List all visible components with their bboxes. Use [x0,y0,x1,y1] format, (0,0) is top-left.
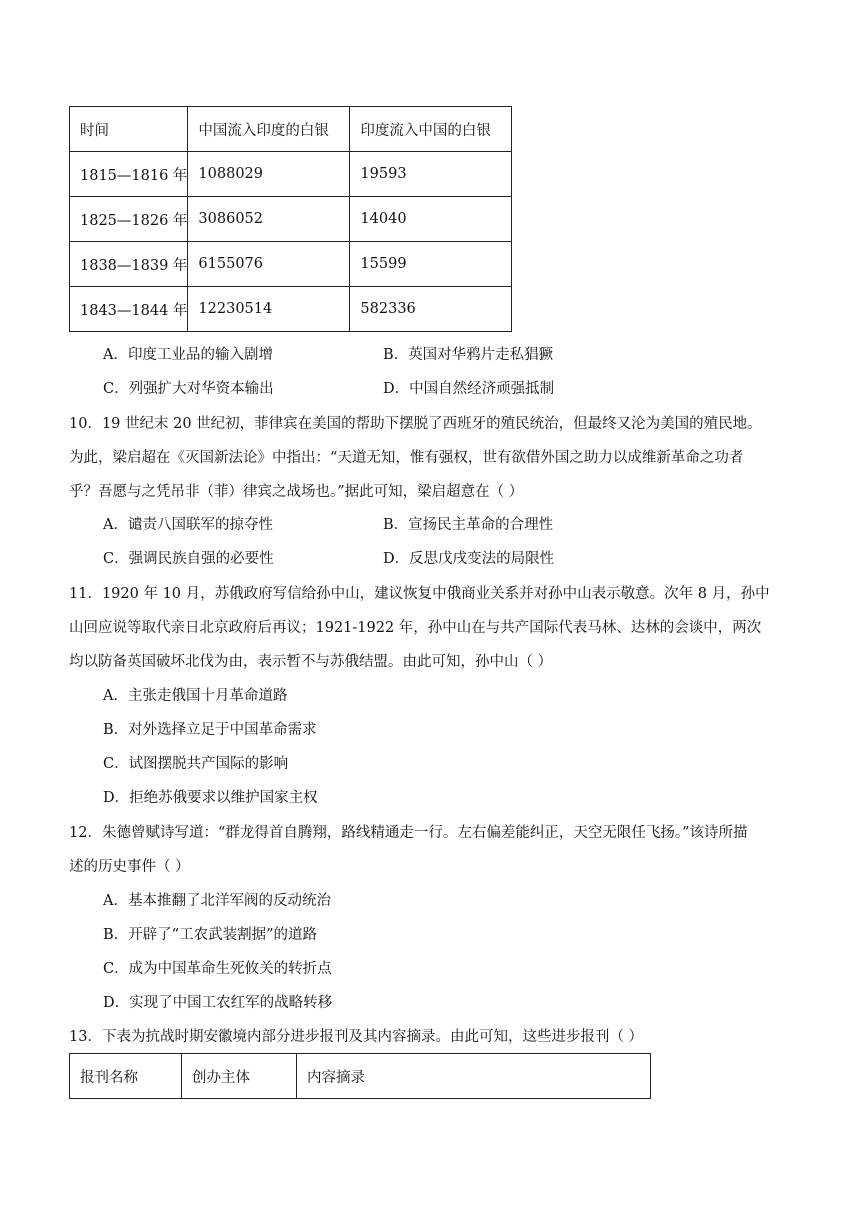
q12-stem-line-1: 12．朱德曾赋诗写道：“群龙得首自腾翔，路线精通走一行。左右偏差能纠正，天空无限任飞扬。”该诗所描 [69,825,748,841]
table-cell: 14040 [350,197,512,242]
q13-stem-line-1: 13．下表为抗战时期安徽境内部分进步报刊及其内容摘录。由此可知，这些进步报刊（ ） [69,1029,644,1045]
q12-option-d: D．实现了中国工农红军的战略转移 [103,995,333,1011]
table-header-cell: 中国流入印度的白银 [188,107,350,152]
q9-option-b: B．英国对华鸦片走私猖獗 [383,347,554,363]
table-header-row [70,1054,651,1099]
q10-option-b: B．宣扬民主革命的合理性 [383,517,554,533]
q11-stem-line-2: 山回应说等取代亲日北京政府后再议；1921-1922 年，孙中山在与共产国际代表马林、达林的会谈中，两次 [69,620,762,636]
table-row [70,242,512,287]
table-header-cell: 时间 [70,107,188,152]
table-cell: 3086052 [188,197,350,242]
table-cell: 1825—1826 年 [70,197,188,242]
q11-stem-line-1: 11．1920 年 10 月，苏俄政府写信给孙中山，建议恢复中俄商业关系并对孙中山表示敬意。次年 8 月，孙中 [69,586,770,602]
q10-stem-line-1: 10．19 世纪末 20 世纪初，菲律宾在美国的帮助下摆脱了西班牙的殖民统治，但最终又沦为美国的殖民地。 [69,416,762,432]
q11-stem-line-3: 均以防备英国破坏北伐为由，表示暂不与苏俄结盟。由此可知，孙中山（ ） [69,654,553,670]
q10-option-a: A．谴责八国联军的掠夺性 [103,517,273,533]
table-cell: 12230514 [188,287,350,332]
q9-option-c: C．列强扩大对华资本输出 [103,381,274,397]
table-row [70,287,512,332]
table-header-cell: 创办主体 [182,1054,297,1099]
table-header-cell: 印度流入中国的白银 [350,107,512,152]
q12-option-a: A．基本推翻了北洋军阀的反动统治 [103,893,331,909]
q11-option-c: C．试图摆脱共产国际的影响 [103,756,289,772]
table-cell: 1815—1816 年 [70,152,188,197]
table-row [70,197,512,242]
table-header-cell: 报刊名称 [70,1054,182,1099]
table-header-cell: 内容摘录 [297,1054,651,1099]
table-cell: 19593 [350,152,512,197]
q9-option-a: A．印度工业品的输入剧增 [103,347,273,363]
silver-flow-table [69,106,512,332]
table-header-row [70,107,512,152]
table-cell: 6155076 [188,242,350,287]
q10-stem-line-2: 为此，梁启超在《灭国新法论》中指出：“天道无知，惟有强权，世有欲借外国之助力以成维新革命之功者 [69,450,744,466]
q10-option-d: D．反思戊戌变法的局限性 [383,551,555,567]
table-cell: 582336 [350,287,512,332]
q9-option-d: D．中国自然经济顽强抵制 [383,381,555,397]
table-cell: 1088029 [188,152,350,197]
q11-option-a: A．主张走俄国十月革命道路 [103,688,288,704]
q12-option-b: B．开辟了“工农武装割据”的道路 [103,927,317,943]
q12-stem-line-2: 述的历史事件（ ） [69,859,190,875]
q11-option-b: B．对外选择立足于中国革命需求 [103,722,317,738]
q12-option-c: C．成为中国革命生死攸关的转折点 [103,961,332,977]
table-row [70,152,512,197]
q10-option-c: C．强调民族自强的必要性 [103,551,274,567]
q11-option-d: D．拒绝苏俄要求以维护国家主权 [103,790,318,806]
q10-stem-line-3: 乎？吾愿与之凭吊非（菲）律宾之战场也。”据此可知，梁启超意在（ ） [69,484,524,500]
table-cell: 1843—1844 年 [70,287,188,332]
progressive-press-table [69,1053,651,1099]
table-cell: 1838—1839 年 [70,242,188,287]
table-cell: 15599 [350,242,512,287]
